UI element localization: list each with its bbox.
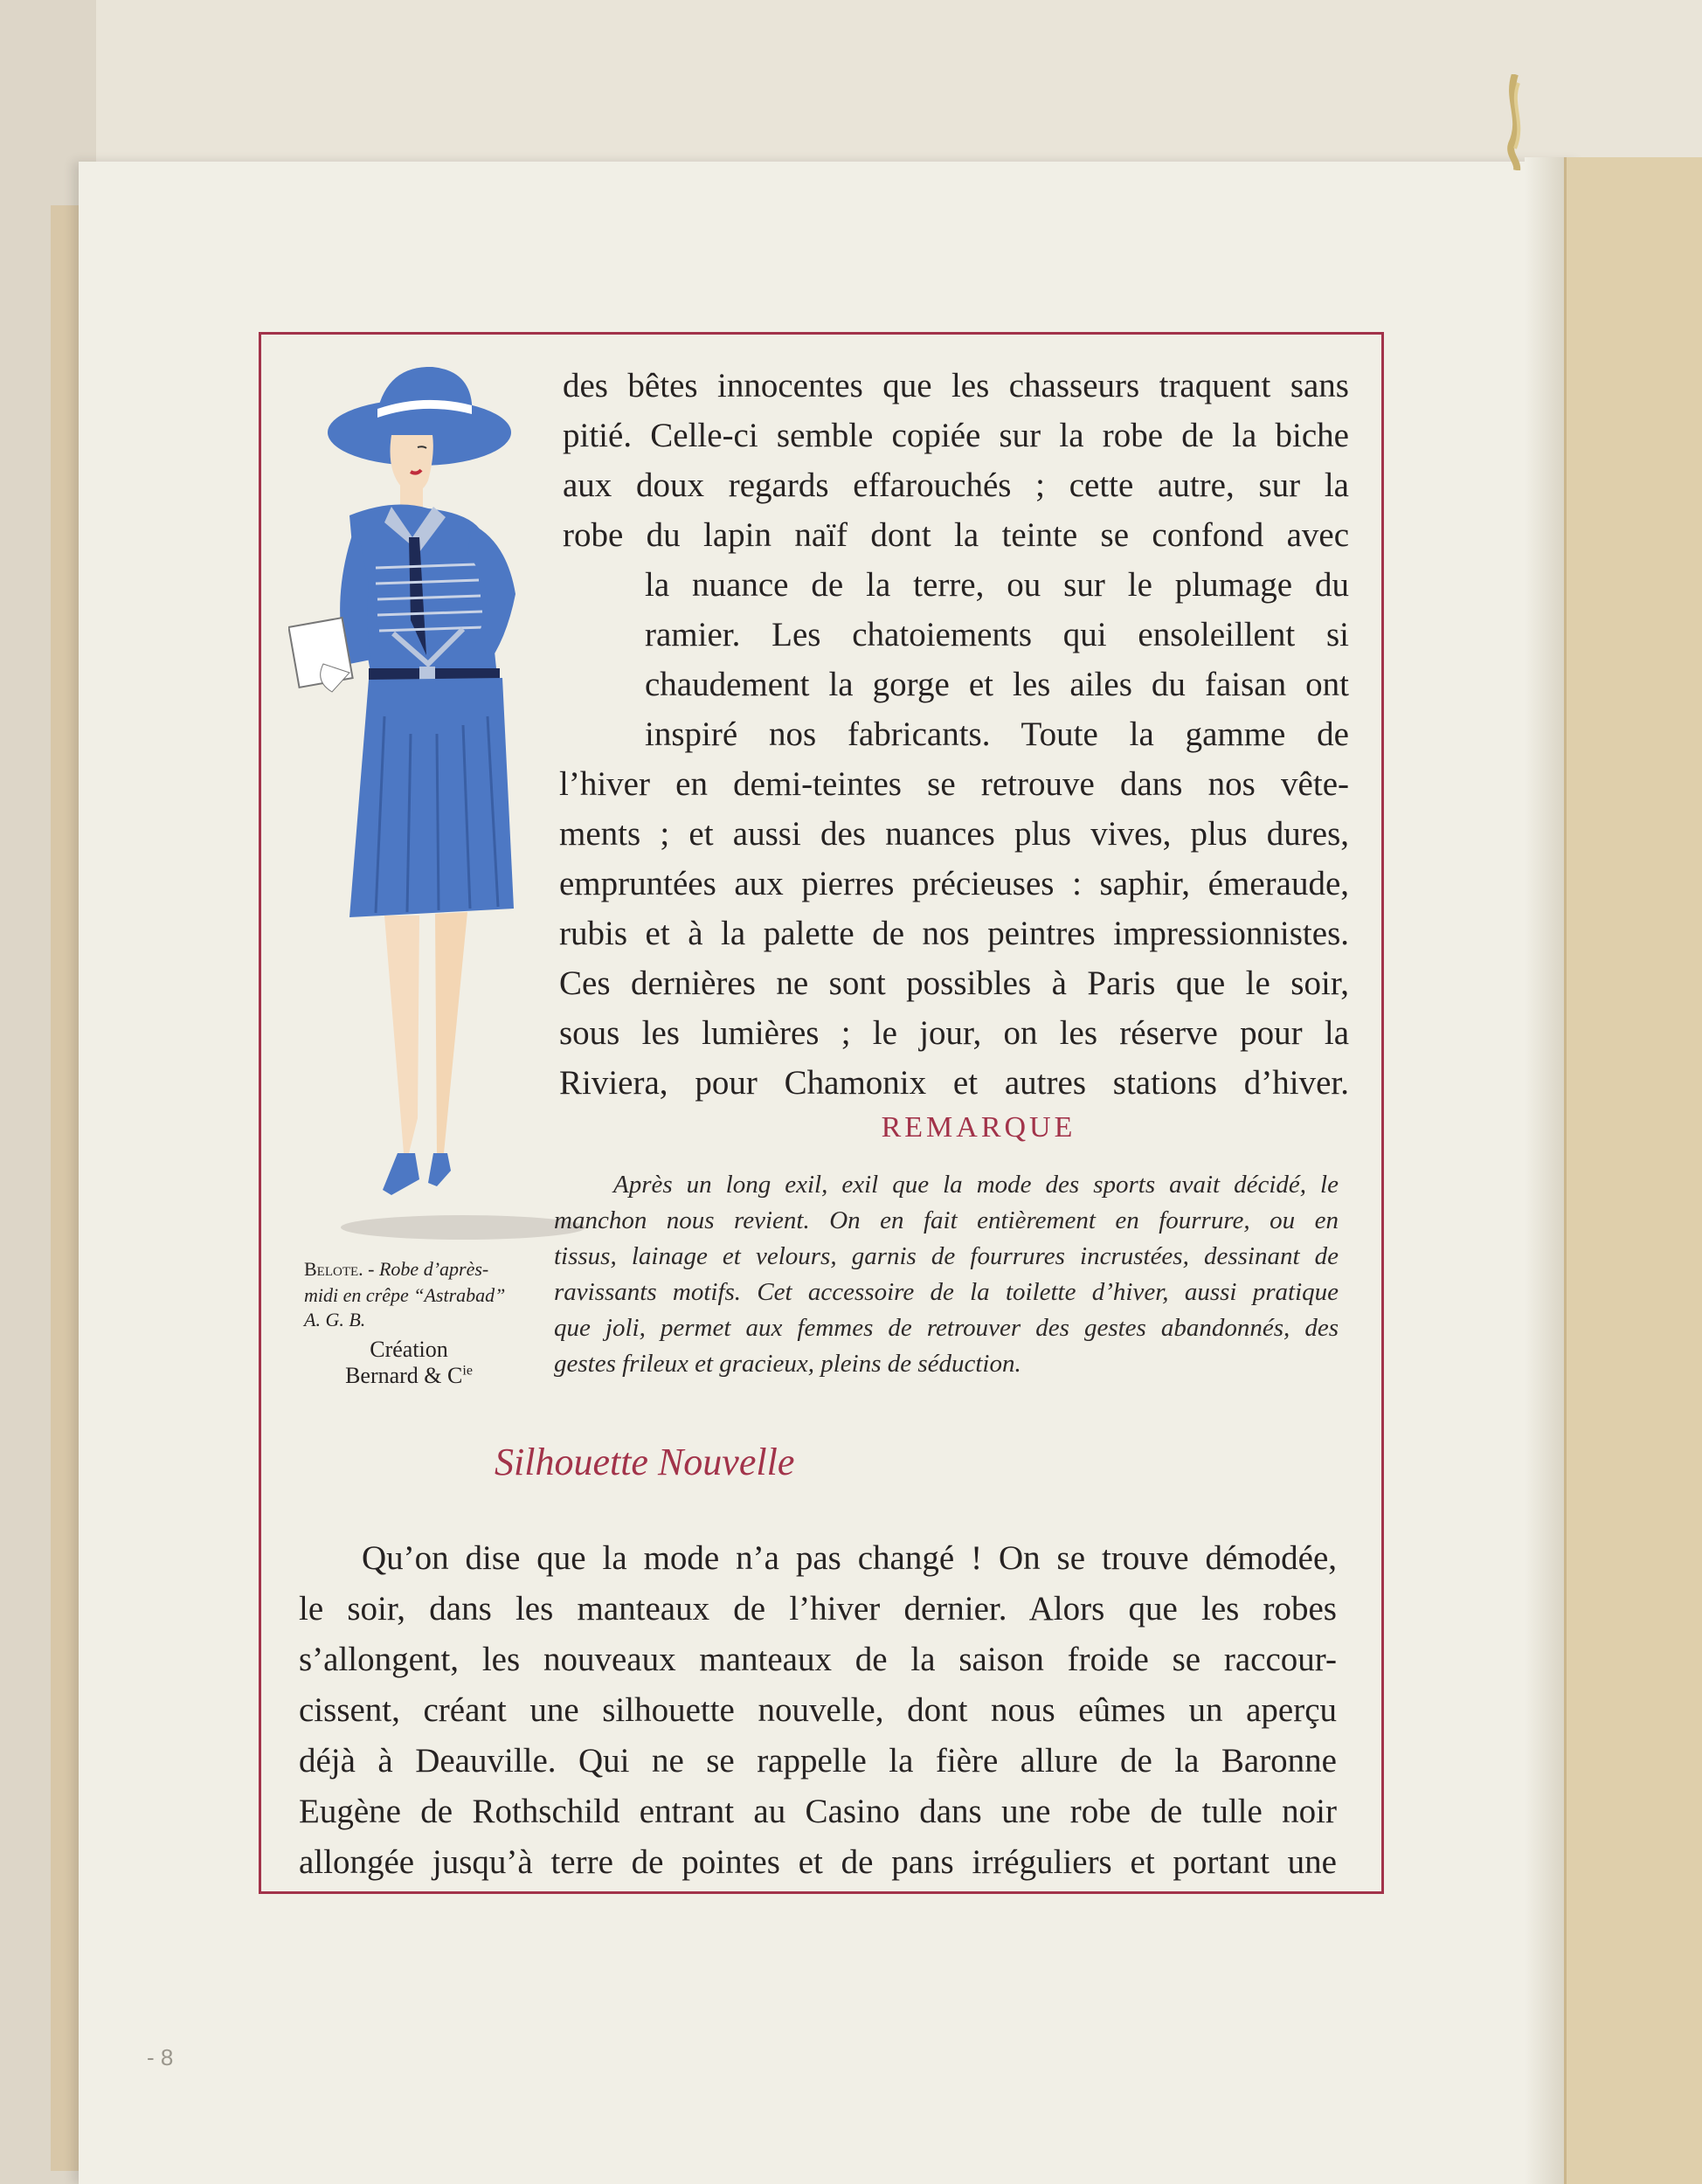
remark-line: Après un long exil, exil que la mode des sports avait décidé, le <box>613 1171 1339 1199</box>
legs <box>384 916 419 1153</box>
caption-line-1 <box>304 1258 488 1281</box>
body-line: ramier. Les chatoiements qui ensoleillent si <box>645 616 1349 653</box>
body-line: aux doux regards effarouchés ; cette autre, sur la <box>563 467 1349 504</box>
body-line: la nuance de la terre, ou sur le plumage du <box>645 566 1349 604</box>
section-line: Qu’on dise que la mode n’a pas changé ! On se trouve démodée, <box>362 1539 1337 1577</box>
caption-designer-sup: ie <box>462 1363 473 1379</box>
caption-line-3: A. G. B. <box>304 1309 366 1330</box>
caption-designer <box>330 1363 488 1389</box>
face <box>391 435 433 492</box>
page-number: - 8 <box>147 2044 174 2070</box>
body-line: Riviera, pour Chamonix et autres stations d’hiver. <box>559 1064 1349 1102</box>
remark-line: tissus, lainage et velours, garnis de fourrures incrustées, dessinant de <box>554 1242 1339 1270</box>
body-line: sous les lumières ; le jour, on les réserve pour la <box>559 1014 1349 1052</box>
section-line: le soir, dans les manteaux de l’hiver dernier. Alors que les robes <box>299 1590 1337 1628</box>
facing-page-edge <box>1564 157 1702 2184</box>
body-line: robe du lapin naïf dont la teinte se confond avec <box>563 516 1349 554</box>
page-fold <box>1525 157 1568 2184</box>
caption-designer-name: Bernard & C <box>345 1363 463 1388</box>
section-heading: Silhouette Nouvelle <box>495 1441 795 1483</box>
caption-line-2: midi en crêpe “Astrabad” <box>304 1284 506 1306</box>
caption-model-name: Belote. <box>304 1258 363 1280</box>
skirt <box>349 678 514 917</box>
section-line: allongée jusqu’à terre de pointes et de pans irréguliers et portant une <box>299 1843 1337 1881</box>
body-line: pitié. Celle-ci semble copiée sur la robe de la biche <box>563 417 1349 454</box>
section-line: cissent, créant une silhouette nouvelle, dont nous eûmes un aperçu <box>299 1691 1337 1729</box>
remark-heading: REMARQUE <box>881 1111 1076 1144</box>
body-line: chaudement la gorge et les ailes du faisan ont <box>645 666 1349 703</box>
body-line: Ces dernières ne sont possibles à Paris que le soir, <box>559 964 1349 1002</box>
body-line: l’hiver en demi-teintes se retrouve dans nos vête- <box>559 765 1349 803</box>
remark-line: que joli, permet aux femmes de retrouver des gestes abandonnés, des <box>554 1314 1339 1342</box>
section-line: s’allongent, les nouveaux manteaux de la saison froide se raccour- <box>299 1641 1337 1678</box>
body-line: rubis et à la palette de nos peintres impressionnistes. <box>559 915 1349 952</box>
section-line: déjà à Deauville. Qui ne se rappelle la fière allure de la Baronne <box>299 1742 1337 1780</box>
body-line: ments ; et aussi des nuances plus vives, plus dures, <box>559 815 1349 853</box>
binding-thread <box>1501 74 1529 170</box>
remark-line: ravissants motifs. Cet accessoire de la toilette d’hiver, aussi pratique <box>554 1278 1339 1306</box>
remark-line: manchon nous revient. On en fait entièrement en fourrure, ou en <box>554 1206 1339 1234</box>
body-line: empruntées aux pierres précieuses : saphir, émeraude, <box>559 865 1349 902</box>
shoes <box>383 1153 419 1195</box>
caption-text: - Robe d’après- <box>363 1258 489 1280</box>
body-line: inspiré nos fabricants. Toute la gamme de <box>645 715 1349 753</box>
body-line: des bêtes innocentes que les chasseurs traquent sans <box>563 367 1349 404</box>
caption-creation: Création <box>370 1337 448 1362</box>
fashion-illustration <box>288 367 603 1258</box>
remark-line: gestes frileux et gracieux, pleins de séduction. <box>554 1350 1021 1378</box>
section-line: Eugène de Rothschild entrant au Casino dans une robe de tulle noir <box>299 1793 1337 1830</box>
